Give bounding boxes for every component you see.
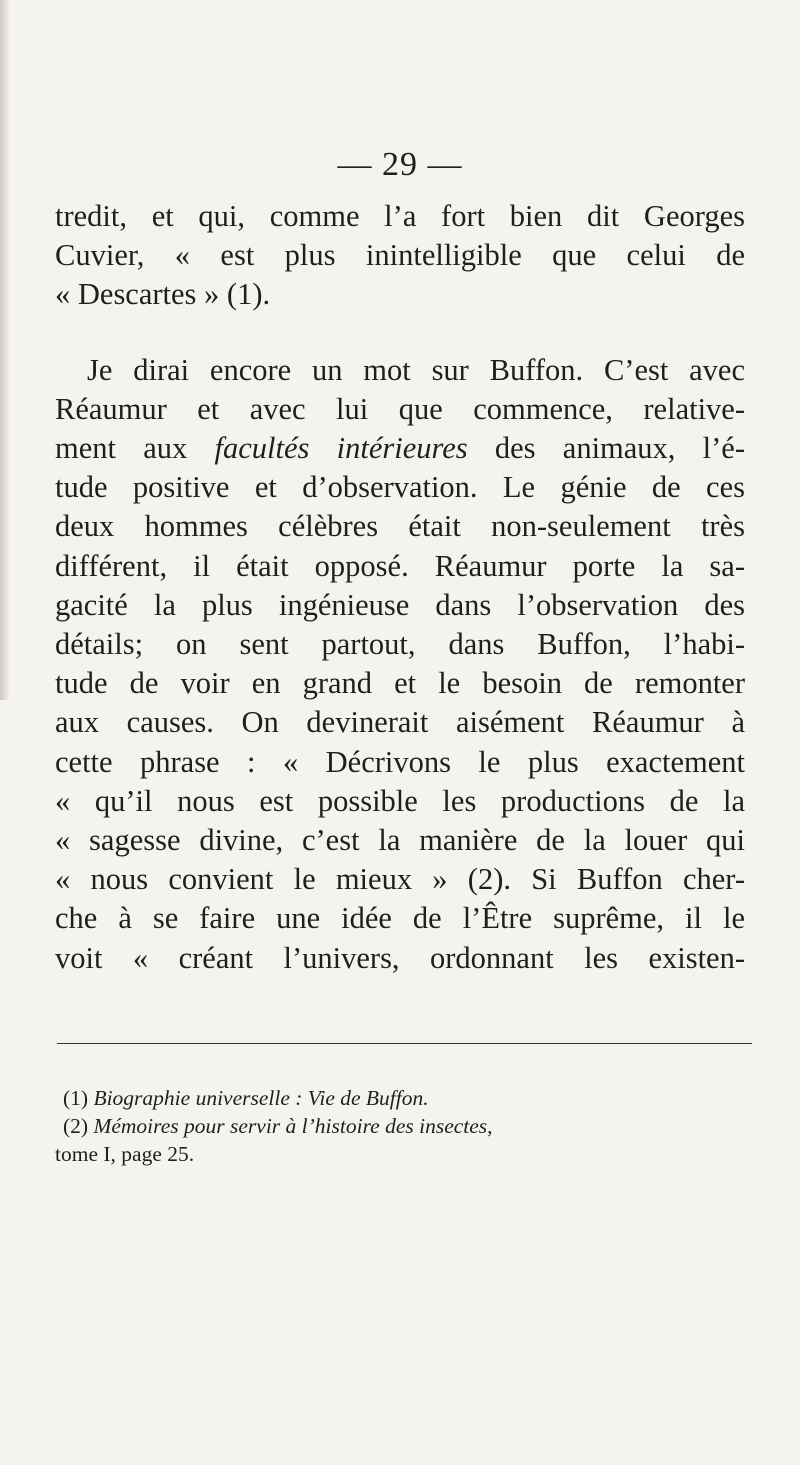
text-span: des animaux, l’é- <box>467 431 745 466</box>
text-line: différent, il était opposé. Réaumur porte la sa- <box>55 548 745 583</box>
text-line <box>55 429 745 468</box>
paragraph-2 <box>55 351 745 978</box>
text-line: deux hommes célèbres était non-seulement très <box>55 509 745 544</box>
text-line: Je dirai encore un mot sur Buffon. C’est avec <box>87 352 745 387</box>
footnote-1 <box>55 1084 745 1112</box>
text-span: ment aux <box>55 431 215 466</box>
text-line: « qu’il nous est possible les productions de la <box>55 783 745 818</box>
page-edge-shadow <box>0 0 10 700</box>
text-line: gacité la plus ingénieuse dans l’observation des <box>55 587 745 622</box>
footnote-2-continuation: tome I, page 25. <box>55 1141 195 1166</box>
text-line: tude positive et d’observation. Le génie de ces <box>55 470 745 505</box>
paragraph-gap <box>55 315 745 351</box>
footnote-number: (2) <box>63 1113 94 1138</box>
text-line: détails; on sent partout, dans Buffon, l’habi- <box>55 627 745 662</box>
footnotes <box>55 1084 745 1168</box>
book-page <box>55 145 745 1168</box>
footnote-2 <box>55 1112 745 1140</box>
footnote-number: (1) <box>63 1085 94 1110</box>
text-line: « sagesse divine, c’est la manière de la louer qui <box>55 823 745 858</box>
text-line: tude de voir en grand et le besoin de remonter <box>55 666 745 701</box>
text-line: voit « créant l’univers, ordonnant les existen- <box>55 940 745 975</box>
text-line: cette phrase : « Décrivons le plus exactement <box>55 744 745 779</box>
italic-phrase: facultés intérieures <box>214 431 468 466</box>
text-line: « Descartes » (1). <box>55 277 271 312</box>
footnote-text: Mémoires pour servir à l’histoire des insectes <box>93 1113 488 1138</box>
page-number: — 29 — <box>337 146 463 183</box>
paragraph-1 <box>55 197 745 315</box>
text-line: Cuvier, « est plus inintelligible que celui de <box>55 238 745 273</box>
text-line: che à se faire une idée de l’Être suprême, il le <box>55 901 745 936</box>
text-line: aux causes. On devinerait aisément Réaumur à <box>55 705 745 740</box>
footnote-divider <box>57 1043 752 1044</box>
footnote-text-tail: , <box>487 1113 493 1138</box>
footnote-text: Biographie universelle : Vie de Buffon. <box>93 1085 429 1110</box>
text-line: Réaumur et avec lui que commence, relative- <box>55 391 745 426</box>
text-line: tredit, et qui, comme l’a fort bien dit Georges <box>55 199 745 233</box>
text-line: « nous convient le mieux » (2). Si Buffon cher- <box>55 862 745 897</box>
